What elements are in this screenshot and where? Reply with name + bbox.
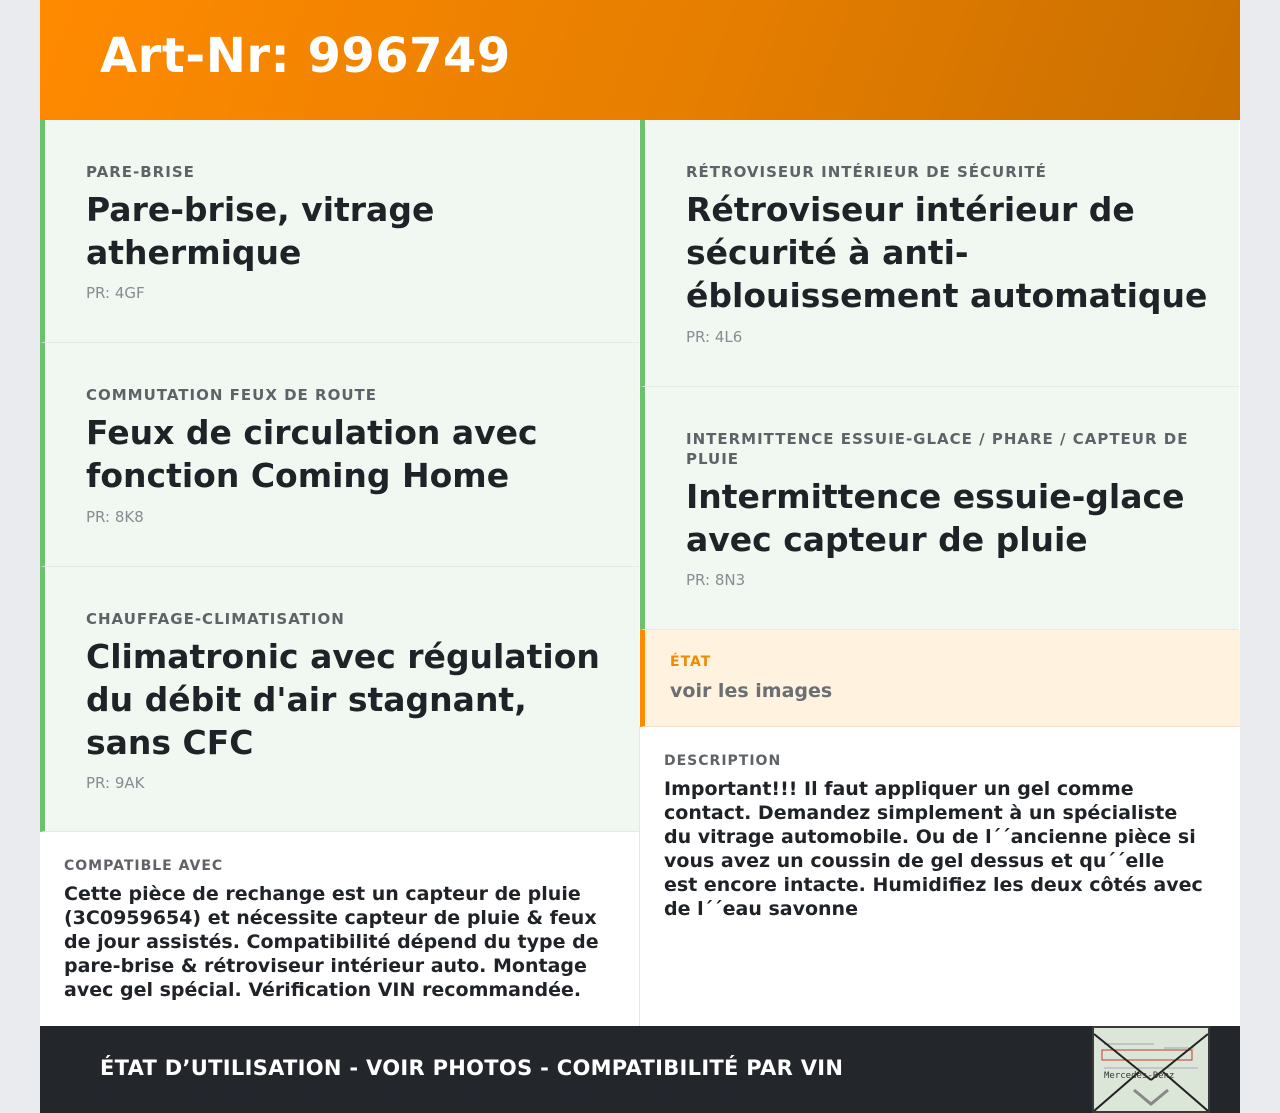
feature-card-windshield	[40, 120, 639, 343]
feature-pr-code: PR: 4GF	[86, 284, 145, 302]
feature-card-headlights	[40, 343, 639, 567]
feature-category: COMMUTATION FEUX DE ROUTE	[86, 386, 377, 404]
feature-card-wiper	[640, 387, 1239, 630]
feature-category: INTERMITTENCE ESSUIE-GLACE / PHARE / CAPTEUR DE PLUIE	[686, 430, 1189, 468]
condition-value: voir les images	[670, 680, 833, 702]
condition-label: ÉTAT	[670, 654, 712, 670]
feature-title: Intermittence essuie-glace avec capteur de pluie	[686, 477, 1185, 559]
part-label-thumbnail[interactable]	[1092, 1026, 1210, 1113]
feature-title: Pare-brise, vitrage athermique	[86, 190, 435, 272]
page-footer	[40, 1026, 1240, 1113]
article-number: Art-Nr: 996749	[100, 28, 511, 84]
compatible-text: Cette pièce de rechange est un capteur de pluie (3C0959654) et nécessite capteur de pluie & feux de jour assistés. Compatibilité dépend du type de pare-brise & rétroviseur intérieur auto. Montage avec gel spécial. Vérification VIN recommandée.	[64, 883, 599, 1001]
description-label: DESCRIPTION	[664, 753, 782, 769]
description-text: Important!!! Il faut appliquer un gel comme contact. Demandez simplement à un spécialiste du vitrage automobile. Ou de l´´ancienne pièce si vous avez un coussin de gel dessus et qu´´elle est encore intacte. Humidifiez les deux côtés avec de l´´eau savonne	[664, 778, 1203, 920]
feature-category: PARE-BRISE	[86, 163, 195, 181]
feature-title: Feux de circulation avec fonction Coming Home	[86, 413, 538, 495]
page-header	[40, 0, 1240, 120]
description-section	[664, 751, 1204, 921]
feature-card-mirror	[640, 120, 1239, 387]
compatible-section	[64, 856, 624, 1002]
column-divider	[639, 726, 640, 1026]
feature-pr-code: PR: 4L6	[686, 328, 743, 346]
feature-pr-code: PR: 8N3	[686, 571, 746, 589]
footer-text: ÉTAT D’UTILISATION - VOIR PHOTOS - COMPATIBILITÉ PAR VIN	[100, 1056, 844, 1080]
compatible-label: COMPATIBLE AVEC	[64, 858, 224, 874]
envelope-icon	[1094, 1028, 1208, 1111]
feature-title: Rétroviseur intérieur de sécurité à anti-éblouissement automatique	[686, 190, 1208, 315]
thumbnail-label-text: Mercedes-Benz	[1104, 1071, 1175, 1081]
feature-category: RÉTROVISEUR INTÉRIEUR DE SÉCURITÉ	[686, 163, 1047, 181]
feature-pr-code: PR: 8K8	[86, 508, 144, 526]
feature-title: Climatronic avec régulation du débit d'air stagnant, sans CFC	[86, 637, 600, 762]
feature-pr-code: PR: 9AK	[86, 774, 145, 792]
feature-card-climate	[40, 567, 639, 832]
product-card	[40, 0, 1240, 1113]
condition-section	[640, 630, 1240, 727]
feature-category: CHAUFFAGE-CLIMATISATION	[86, 610, 345, 628]
